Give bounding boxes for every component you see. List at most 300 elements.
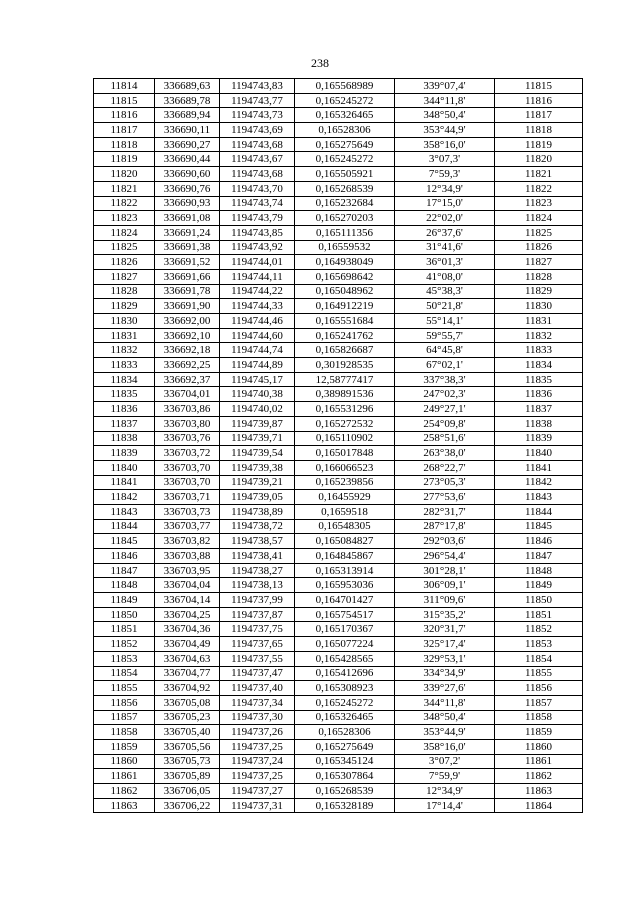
bearing-cell: 311°09,6' (395, 593, 495, 608)
next-point-cell: 11860 (495, 739, 583, 754)
coordinates-table (93, 78, 583, 813)
distance-cell: 0,165698642 (295, 269, 395, 284)
bearing-cell: 353°44,9' (395, 123, 495, 138)
x-coordinate-cell: 336703,70 (155, 460, 220, 475)
point-number-cell: 11829 (94, 299, 155, 314)
y-coordinate-cell: 1194737,65 (220, 637, 295, 652)
y-coordinate-cell: 1194737,55 (220, 651, 295, 666)
distance-cell: 0,165084827 (295, 534, 395, 549)
point-number-cell: 11851 (94, 622, 155, 637)
point-number-cell: 11841 (94, 475, 155, 490)
point-number-cell: 11817 (94, 123, 155, 138)
bearing-cell: 320°31,7' (395, 622, 495, 637)
bearing-cell: 254°09,8' (395, 416, 495, 431)
y-coordinate-cell: 1194737,99 (220, 593, 295, 608)
next-point-cell: 11858 (495, 710, 583, 725)
y-coordinate-cell: 1194744,74 (220, 343, 295, 358)
bearing-cell: 45°38,3' (395, 284, 495, 299)
point-number-cell: 11852 (94, 637, 155, 652)
table-row (94, 79, 583, 94)
table-row (94, 666, 583, 681)
table-row (94, 299, 583, 314)
x-coordinate-cell: 336704,36 (155, 622, 220, 637)
point-number-cell: 11822 (94, 196, 155, 211)
point-number-cell: 11831 (94, 328, 155, 343)
x-coordinate-cell: 336705,56 (155, 739, 220, 754)
point-number-cell: 11832 (94, 343, 155, 358)
distance-cell: 0,165754517 (295, 607, 395, 622)
next-point-cell: 11830 (495, 299, 583, 314)
distance-cell: 0,16455929 (295, 490, 395, 505)
point-number-cell: 11818 (94, 137, 155, 152)
x-coordinate-cell: 336691,78 (155, 284, 220, 299)
next-point-cell: 11824 (495, 211, 583, 226)
next-point-cell: 11827 (495, 255, 583, 270)
point-number-cell: 11863 (94, 798, 155, 813)
y-coordinate-cell: 1194743,74 (220, 196, 295, 211)
point-number-cell: 11820 (94, 167, 155, 182)
y-coordinate-cell: 1194739,87 (220, 416, 295, 431)
next-point-cell: 11844 (495, 504, 583, 519)
y-coordinate-cell: 1194743,68 (220, 137, 295, 152)
point-number-cell: 11835 (94, 387, 155, 402)
distance-cell: 0,16559532 (295, 240, 395, 255)
next-point-cell: 11838 (495, 416, 583, 431)
distance-cell: 0,165826687 (295, 343, 395, 358)
table-row (94, 607, 583, 622)
next-point-cell: 11818 (495, 123, 583, 138)
y-coordinate-cell: 1194737,25 (220, 739, 295, 754)
distance-cell: 0,165170367 (295, 622, 395, 637)
x-coordinate-cell: 336705,89 (155, 769, 220, 784)
point-number-cell: 11850 (94, 607, 155, 622)
table-row (94, 328, 583, 343)
point-number-cell: 11823 (94, 211, 155, 226)
bearing-cell: 273°05,3' (395, 475, 495, 490)
bearing-cell: 344°11,8' (395, 695, 495, 710)
bearing-cell: 12°34,9' (395, 784, 495, 799)
y-coordinate-cell: 1194745,17 (220, 372, 295, 387)
next-point-cell: 11843 (495, 490, 583, 505)
table-row (94, 446, 583, 461)
table-row (94, 710, 583, 725)
point-number-cell: 11842 (94, 490, 155, 505)
y-coordinate-cell: 1194737,47 (220, 666, 295, 681)
x-coordinate-cell: 336692,00 (155, 314, 220, 329)
point-number-cell: 11814 (94, 79, 155, 94)
y-coordinate-cell: 1194737,31 (220, 798, 295, 813)
y-coordinate-cell: 1194744,11 (220, 269, 295, 284)
bearing-cell: 348°50,4' (395, 108, 495, 123)
point-number-cell: 11858 (94, 725, 155, 740)
bearing-cell: 55°14,1' (395, 314, 495, 329)
y-coordinate-cell: 1194743,67 (220, 152, 295, 167)
point-number-cell: 11853 (94, 651, 155, 666)
table-row (94, 284, 583, 299)
table-row (94, 358, 583, 373)
distance-cell: 0,165048962 (295, 284, 395, 299)
distance-cell: 0,165111356 (295, 225, 395, 240)
next-point-cell: 11831 (495, 314, 583, 329)
x-coordinate-cell: 336689,78 (155, 93, 220, 108)
x-coordinate-cell: 336703,82 (155, 534, 220, 549)
x-coordinate-cell: 336703,76 (155, 431, 220, 446)
table-row (94, 769, 583, 784)
distance-cell: 0,165017848 (295, 446, 395, 461)
point-number-cell: 11848 (94, 578, 155, 593)
table-row (94, 475, 583, 490)
bearing-cell: 358°16,0' (395, 137, 495, 152)
table-row (94, 314, 583, 329)
distance-cell: 0,165505921 (295, 167, 395, 182)
table-row (94, 578, 583, 593)
distance-cell: 0,165531296 (295, 402, 395, 417)
table-row (94, 269, 583, 284)
distance-cell: 0,165326465 (295, 108, 395, 123)
next-point-cell: 11834 (495, 358, 583, 373)
table-row (94, 108, 583, 123)
distance-cell: 0,165307864 (295, 769, 395, 784)
x-coordinate-cell: 336690,76 (155, 181, 220, 196)
bearing-cell: 31°41,6' (395, 240, 495, 255)
bearing-cell: 17°15,0' (395, 196, 495, 211)
table-row (94, 681, 583, 696)
table-row (94, 593, 583, 608)
y-coordinate-cell: 1194743,73 (220, 108, 295, 123)
point-number-cell: 11843 (94, 504, 155, 519)
distance-cell: 0,164912219 (295, 299, 395, 314)
y-coordinate-cell: 1194737,27 (220, 784, 295, 799)
bearing-cell: 277°53,6' (395, 490, 495, 505)
next-point-cell: 11823 (495, 196, 583, 211)
y-coordinate-cell: 1194743,85 (220, 225, 295, 240)
bearing-cell: 258°51,6' (395, 431, 495, 446)
point-number-cell: 11821 (94, 181, 155, 196)
next-point-cell: 11829 (495, 284, 583, 299)
table-row (94, 152, 583, 167)
point-number-cell: 11825 (94, 240, 155, 255)
point-number-cell: 11815 (94, 93, 155, 108)
point-number-cell: 11837 (94, 416, 155, 431)
bearing-cell: 344°11,8' (395, 93, 495, 108)
next-point-cell: 11847 (495, 549, 583, 564)
x-coordinate-cell: 336691,90 (155, 299, 220, 314)
distance-cell: 0,16548305 (295, 519, 395, 534)
y-coordinate-cell: 1194737,40 (220, 681, 295, 696)
next-point-cell: 11854 (495, 651, 583, 666)
distance-cell: 0,165110902 (295, 431, 395, 446)
x-coordinate-cell: 336705,23 (155, 710, 220, 725)
y-coordinate-cell: 1194744,01 (220, 255, 295, 270)
distance-cell: 0,165241762 (295, 328, 395, 343)
y-coordinate-cell: 1194739,38 (220, 460, 295, 475)
bearing-cell: 339°07,4' (395, 79, 495, 94)
x-coordinate-cell: 336689,63 (155, 79, 220, 94)
table-row (94, 372, 583, 387)
next-point-cell: 11861 (495, 754, 583, 769)
x-coordinate-cell: 336692,10 (155, 328, 220, 343)
y-coordinate-cell: 1194743,79 (220, 211, 295, 226)
bearing-cell: 7°59,3' (395, 167, 495, 182)
y-coordinate-cell: 1194738,72 (220, 519, 295, 534)
bearing-cell: 247°02,3' (395, 387, 495, 402)
next-point-cell: 11857 (495, 695, 583, 710)
y-coordinate-cell: 1194744,22 (220, 284, 295, 299)
point-number-cell: 11826 (94, 255, 155, 270)
point-number-cell: 11856 (94, 695, 155, 710)
table-row (94, 416, 583, 431)
x-coordinate-cell: 336690,11 (155, 123, 220, 138)
point-number-cell: 11819 (94, 152, 155, 167)
point-number-cell: 11849 (94, 593, 155, 608)
next-point-cell: 11815 (495, 79, 583, 94)
x-coordinate-cell: 336706,05 (155, 784, 220, 799)
table-row (94, 490, 583, 505)
table-row (94, 181, 583, 196)
bearing-cell: 301°28,1' (395, 563, 495, 578)
bearing-cell: 3°07,3' (395, 152, 495, 167)
next-point-cell: 11832 (495, 328, 583, 343)
y-coordinate-cell: 1194738,57 (220, 534, 295, 549)
x-coordinate-cell: 336704,14 (155, 593, 220, 608)
next-point-cell: 11828 (495, 269, 583, 284)
bearing-cell: 292°03,6' (395, 534, 495, 549)
next-point-cell: 11851 (495, 607, 583, 622)
y-coordinate-cell: 1194738,41 (220, 549, 295, 564)
distance-cell: 0,301928535 (295, 358, 395, 373)
next-point-cell: 11845 (495, 519, 583, 534)
bearing-cell: 36°01,3' (395, 255, 495, 270)
y-coordinate-cell: 1194738,27 (220, 563, 295, 578)
distance-cell: 0,165568989 (295, 79, 395, 94)
bearing-cell: 339°27,6' (395, 681, 495, 696)
next-point-cell: 11846 (495, 534, 583, 549)
x-coordinate-cell: 336692,25 (155, 358, 220, 373)
x-coordinate-cell: 336691,52 (155, 255, 220, 270)
bearing-cell: 41°08,0' (395, 269, 495, 284)
distance-cell: 0,165272532 (295, 416, 395, 431)
x-coordinate-cell: 336704,63 (155, 651, 220, 666)
distance-cell: 0,165268539 (295, 181, 395, 196)
next-point-cell: 11841 (495, 460, 583, 475)
next-point-cell: 11850 (495, 593, 583, 608)
next-point-cell: 11852 (495, 622, 583, 637)
bearing-cell: 325°17,4' (395, 637, 495, 652)
y-coordinate-cell: 1194737,87 (220, 607, 295, 622)
table-row (94, 504, 583, 519)
bearing-cell: 249°27,1' (395, 402, 495, 417)
y-coordinate-cell: 1194739,05 (220, 490, 295, 505)
point-number-cell: 11862 (94, 784, 155, 799)
bearing-cell: 337°38,3' (395, 372, 495, 387)
next-point-cell: 11864 (495, 798, 583, 813)
table-row (94, 460, 583, 475)
y-coordinate-cell: 1194740,38 (220, 387, 295, 402)
distance-cell: 12,58777417 (295, 372, 395, 387)
bearing-cell: 64°45,8' (395, 343, 495, 358)
distance-cell: 0,16528306 (295, 725, 395, 740)
table-row (94, 123, 583, 138)
y-coordinate-cell: 1194739,71 (220, 431, 295, 446)
point-number-cell: 11845 (94, 534, 155, 549)
table-row (94, 534, 583, 549)
x-coordinate-cell: 336704,77 (155, 666, 220, 681)
next-point-cell: 11833 (495, 343, 583, 358)
distance-cell: 0,165412696 (295, 666, 395, 681)
table-row (94, 784, 583, 799)
bearing-cell: 358°16,0' (395, 739, 495, 754)
x-coordinate-cell: 336690,60 (155, 167, 220, 182)
table-row (94, 622, 583, 637)
x-coordinate-cell: 336691,24 (155, 225, 220, 240)
table-row (94, 225, 583, 240)
next-point-cell: 11848 (495, 563, 583, 578)
y-coordinate-cell: 1194737,34 (220, 695, 295, 710)
point-number-cell: 11824 (94, 225, 155, 240)
x-coordinate-cell: 336692,37 (155, 372, 220, 387)
x-coordinate-cell: 336703,73 (155, 504, 220, 519)
table-row (94, 519, 583, 534)
y-coordinate-cell: 1194744,33 (220, 299, 295, 314)
bearing-cell: 7°59,9' (395, 769, 495, 784)
table-row (94, 637, 583, 652)
y-coordinate-cell: 1194739,54 (220, 446, 295, 461)
table-row (94, 240, 583, 255)
table-row (94, 402, 583, 417)
distance-cell: 0,389891536 (295, 387, 395, 402)
distance-cell: 0,165077224 (295, 637, 395, 652)
bearing-cell: 353°44,9' (395, 725, 495, 740)
point-number-cell: 11839 (94, 446, 155, 461)
x-coordinate-cell: 336690,93 (155, 196, 220, 211)
y-coordinate-cell: 1194737,26 (220, 725, 295, 740)
table-row (94, 651, 583, 666)
table-row (94, 563, 583, 578)
table-row (94, 167, 583, 182)
next-point-cell: 11849 (495, 578, 583, 593)
table-row (94, 196, 583, 211)
y-coordinate-cell: 1194743,92 (220, 240, 295, 255)
distance-cell: 0,165275649 (295, 137, 395, 152)
table-row (94, 549, 583, 564)
x-coordinate-cell: 336690,44 (155, 152, 220, 167)
x-coordinate-cell: 336691,66 (155, 269, 220, 284)
x-coordinate-cell: 336690,27 (155, 137, 220, 152)
point-number-cell: 11840 (94, 460, 155, 475)
point-number-cell: 11855 (94, 681, 155, 696)
y-coordinate-cell: 1194743,68 (220, 167, 295, 182)
point-number-cell: 11844 (94, 519, 155, 534)
next-point-cell: 11859 (495, 725, 583, 740)
x-coordinate-cell: 336704,01 (155, 387, 220, 402)
point-number-cell: 11847 (94, 563, 155, 578)
coordinates-table-body (94, 79, 583, 813)
x-coordinate-cell: 336692,18 (155, 343, 220, 358)
point-number-cell: 11838 (94, 431, 155, 446)
distance-cell: 0,165313914 (295, 563, 395, 578)
x-coordinate-cell: 336691,38 (155, 240, 220, 255)
bearing-cell: 306°09,1' (395, 578, 495, 593)
x-coordinate-cell: 336705,08 (155, 695, 220, 710)
x-coordinate-cell: 336704,04 (155, 578, 220, 593)
point-number-cell: 11859 (94, 739, 155, 754)
point-number-cell: 11834 (94, 372, 155, 387)
x-coordinate-cell: 336704,25 (155, 607, 220, 622)
distance-cell: 0,16528306 (295, 123, 395, 138)
bearing-cell: 67°02,1' (395, 358, 495, 373)
next-point-cell: 11819 (495, 137, 583, 152)
point-number-cell: 11816 (94, 108, 155, 123)
x-coordinate-cell: 336705,73 (155, 754, 220, 769)
distance-cell: 0,165328189 (295, 798, 395, 813)
point-number-cell: 11828 (94, 284, 155, 299)
y-coordinate-cell: 1194743,69 (220, 123, 295, 138)
next-point-cell: 11825 (495, 225, 583, 240)
bearing-cell: 268°22,7' (395, 460, 495, 475)
point-number-cell: 11857 (94, 710, 155, 725)
next-point-cell: 11837 (495, 402, 583, 417)
distance-cell: 0,166066523 (295, 460, 395, 475)
y-coordinate-cell: 1194738,13 (220, 578, 295, 593)
next-point-cell: 11822 (495, 181, 583, 196)
distance-cell: 0,165345124 (295, 754, 395, 769)
point-number-cell: 11854 (94, 666, 155, 681)
point-number-cell: 11833 (94, 358, 155, 373)
table-row (94, 739, 583, 754)
x-coordinate-cell: 336703,80 (155, 416, 220, 431)
distance-cell: 0,165245272 (295, 695, 395, 710)
bearing-cell: 59°55,7' (395, 328, 495, 343)
table-row (94, 725, 583, 740)
y-coordinate-cell: 1194737,75 (220, 622, 295, 637)
point-number-cell: 11846 (94, 549, 155, 564)
bearing-cell: 12°34,9' (395, 181, 495, 196)
next-point-cell: 11836 (495, 387, 583, 402)
next-point-cell: 11835 (495, 372, 583, 387)
y-coordinate-cell: 1194737,25 (220, 769, 295, 784)
y-coordinate-cell: 1194743,77 (220, 93, 295, 108)
distance-cell: 0,165308923 (295, 681, 395, 696)
point-number-cell: 11830 (94, 314, 155, 329)
distance-cell: 0,165428565 (295, 651, 395, 666)
point-number-cell: 11861 (94, 769, 155, 784)
next-point-cell: 11817 (495, 108, 583, 123)
bearing-cell: 334°34,9' (395, 666, 495, 681)
point-number-cell: 11836 (94, 402, 155, 417)
distance-cell: 0,164701427 (295, 593, 395, 608)
y-coordinate-cell: 1194744,46 (220, 314, 295, 329)
next-point-cell: 11826 (495, 240, 583, 255)
next-point-cell: 11821 (495, 167, 583, 182)
table-row (94, 211, 583, 226)
next-point-cell: 11856 (495, 681, 583, 696)
next-point-cell: 11863 (495, 784, 583, 799)
y-coordinate-cell: 1194744,89 (220, 358, 295, 373)
distance-cell: 0,165326465 (295, 710, 395, 725)
distance-cell: 0,165551684 (295, 314, 395, 329)
x-coordinate-cell: 336703,72 (155, 446, 220, 461)
distance-cell: 0,1659518 (295, 504, 395, 519)
table-row (94, 255, 583, 270)
distance-cell: 0,165275649 (295, 739, 395, 754)
table-row (94, 754, 583, 769)
x-coordinate-cell: 336689,94 (155, 108, 220, 123)
bearing-cell: 315°35,2' (395, 607, 495, 622)
table-row (94, 93, 583, 108)
y-coordinate-cell: 1194737,24 (220, 754, 295, 769)
table-row (94, 137, 583, 152)
table-row (94, 798, 583, 813)
